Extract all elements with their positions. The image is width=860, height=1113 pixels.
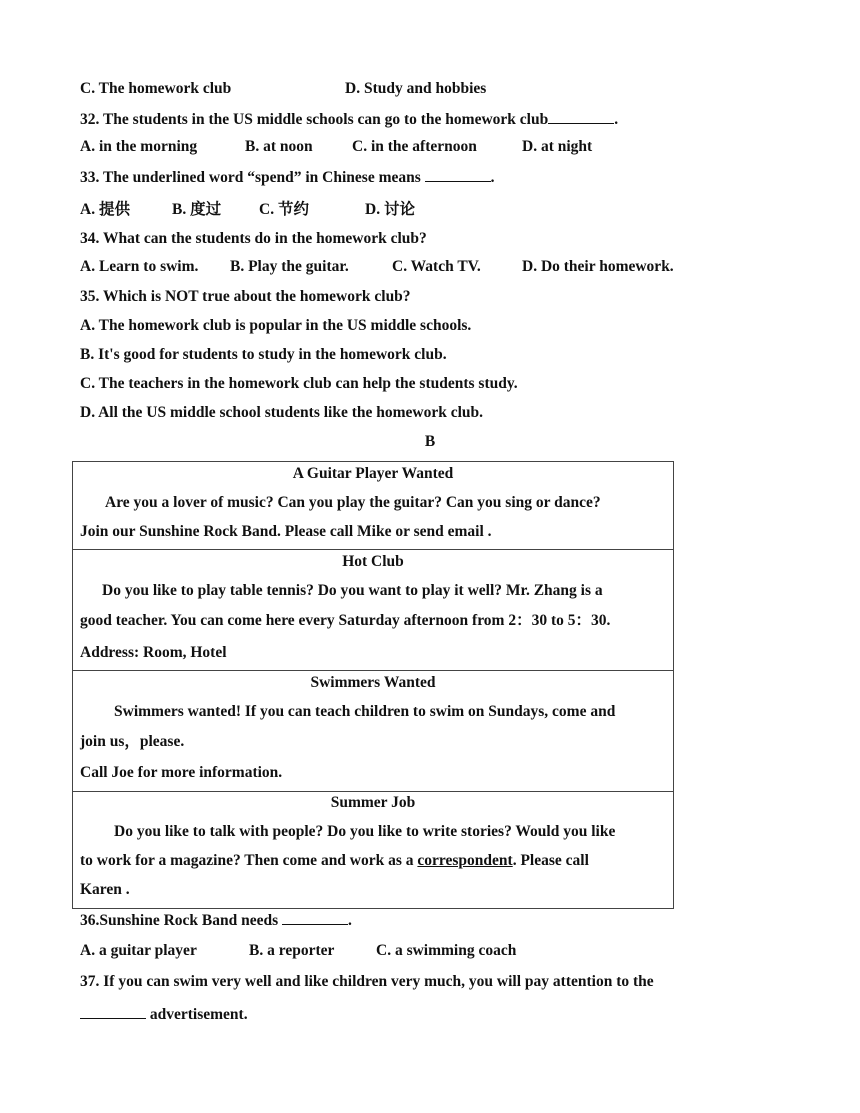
q36-stem: 36.Sunshine Rock Band needs [80,912,282,929]
ad-line: Karen . [80,881,130,898]
answer-blank [282,910,348,925]
q35-stem: 35. Which is NOT true about the homework club? [80,288,411,305]
ad-text: . Please call [512,852,589,869]
q33-option-d: D. 讨论 [365,201,415,218]
q37-line2 [80,1004,248,1025]
ad-hot-club [72,549,674,671]
q36-option-a: A. a guitar player [80,942,197,959]
answer-blank [548,109,614,124]
ad-line-mixed [80,851,589,871]
ad-title: Hot Club [342,553,404,570]
q32-option-c: C. in the afternoon [352,138,477,155]
q34-option-c: C. Watch TV. [392,258,481,275]
ad-title: Swimmers Wanted [310,674,436,691]
q35-option-b: B. It's good for students to study in the homework club. [80,346,447,363]
q33-end: . [490,169,495,186]
q33-stem: 33. The underlined word “spend” in Chinese means [80,169,425,186]
q32-stem-line [80,109,618,130]
ad-line: Do you like to talk with people? Do you like to write stories? Would you like [114,823,616,840]
q33-stem-line [80,167,495,188]
q32-option-a: A. in the morning [80,138,198,155]
q35-option-d: D. All the US middle school students like the homework club. [80,404,484,421]
underlined-word: correspondent [417,852,513,869]
ad-line: Are you a lover of music? Can you play the guitar? Can you sing or dance? [105,494,601,511]
q31-option-d: D. Study and hobbies [345,80,487,97]
ad-line: Call Joe for more information. [80,764,283,781]
q36-option-b: B. a reporter [249,942,335,959]
answer-blank [80,1004,146,1019]
q36-stem-line [80,910,352,931]
q34-option-d: D. Do their homework. [522,258,674,275]
q37-end: advertisement. [146,1006,248,1023]
q33-option-a: A. 提供 [80,201,130,218]
q33-option-c: C. 节约 [259,201,309,218]
ad-swimmers-wanted [72,670,674,792]
q37-line1: 37. If you can swim very well and like children very much, you will pay attention to the [80,973,654,990]
ad-summer-job [72,791,674,909]
ad-guitar-player [72,461,674,550]
q36-option-c: C. a swimming coach [376,942,517,959]
ad-title: A Guitar Player Wanted [292,465,454,482]
q34-stem: 34. What can the students do in the homework club? [80,230,427,247]
q36-end: . [348,912,352,929]
q35-option-a: A. The homework club is popular in the US middle schools. [80,317,472,334]
ad-line: Do you like to play table tennis? Do you want to play it well? Mr. Zhang is a [102,582,603,599]
q31-option-c: C. The homework club [80,80,232,97]
q35-option-c: C. The teachers in the homework club can help the students study. [80,375,518,392]
ad-line: good teacher. You can come here every Saturday afternoon from 2：30 to 5：30. [80,612,611,629]
q34-option-b: B. Play the guitar. [230,258,349,275]
ad-line: Swimmers wanted! If you can teach children to swim on Sundays, come and [114,703,616,720]
ad-line: Address: Room, Hotel [80,644,227,661]
answer-blank [425,167,491,182]
ad-text: to work for a magazine? Then come and work as a [80,852,418,869]
ad-line: Join our Sunshine Rock Band. Please call Mike or send email . [80,523,492,540]
q32-option-b: B. at noon [245,138,313,155]
q32-option-d: D. at night [522,138,593,155]
ad-title: Summer Job [330,794,416,811]
ad-line: join us，please. [80,733,185,750]
q34-option-a: A. Learn to swim. [80,258,199,275]
q32-stem: 32. The students in the US middle schools can go to the homework club [80,111,549,128]
q33-option-b: B. 度过 [172,201,222,218]
section-label: B [424,433,436,450]
q32-end: . [614,111,619,128]
